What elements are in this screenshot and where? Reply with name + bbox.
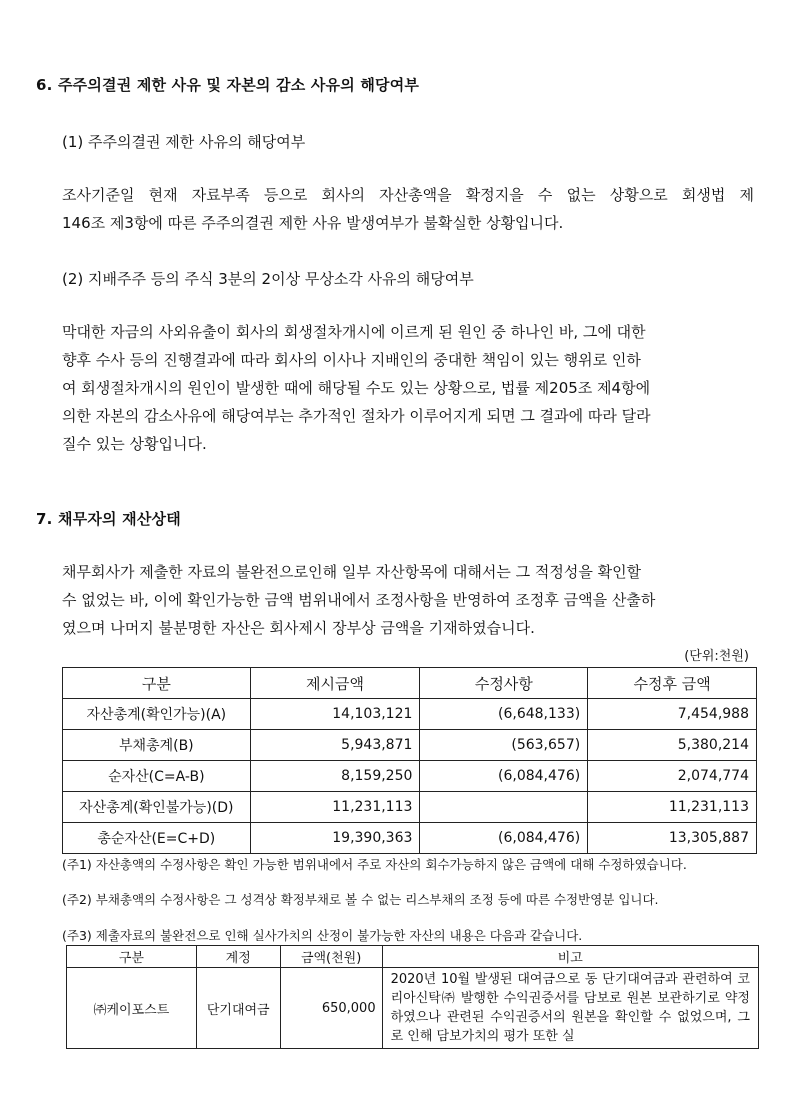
adjusted-amount: 7,454,988 bbox=[588, 699, 757, 730]
asset-summary-table bbox=[62, 667, 757, 854]
section-7-para bbox=[62, 558, 754, 642]
para-line: 여 회생절차개시의 원인이 발생한 때에 해당될 수도 있는 상황으로, 법률 제205조 제4항에 bbox=[62, 379, 651, 397]
presented-amount: 14,103,121 bbox=[250, 699, 420, 730]
section-7-heading: 7. 채무자의 재산상태 bbox=[36, 510, 181, 528]
header-remarks: 비고 bbox=[382, 946, 758, 968]
row-label: 총순자산(E=C+D) bbox=[63, 823, 251, 854]
header-adjusted: 수정후 금액 bbox=[588, 668, 757, 699]
row-label: 자산총계(확인불가능)(D) bbox=[63, 792, 251, 823]
amount-value: 650,000 bbox=[280, 968, 382, 1049]
section-6-sub1: (1) 주주의결권 제한 사유의 해당여부 bbox=[62, 133, 306, 151]
header-account: 계정 bbox=[196, 946, 280, 968]
row-label: 순자산(C=A-B) bbox=[63, 761, 251, 792]
para-line: 향후 수사 등의 진행결과에 따라 회사의 이사나 지배인의 중대한 책임이 있는 행위로 인하 bbox=[62, 351, 641, 369]
section-6-para2 bbox=[62, 318, 754, 458]
table-row bbox=[63, 761, 757, 792]
para-line: 조사기준일 현재 자료부족 등으로 회사의 자산총액을 확정지을 수 없는 상황으로 회생법 제 bbox=[62, 186, 754, 204]
table-row bbox=[63, 699, 757, 730]
note-3: (주3) 제출자료의 불완전으로 인해 실사가치의 산정이 불가능한 자산의 내용은 다음과 같습니다. bbox=[62, 928, 583, 943]
presented-amount: 8,159,250 bbox=[250, 761, 420, 792]
table-row bbox=[67, 968, 759, 1049]
adjusted-amount: 5,380,214 bbox=[588, 730, 757, 761]
section-6-sub2: (2) 지배주주 등의 주식 3분의 2이상 무상소각 사유의 해당여부 bbox=[62, 270, 474, 288]
unit-label: (단위:천원) bbox=[684, 649, 749, 664]
para-line: 막대한 자금의 사외유출이 회사의 회생절차개시에 이르게 된 원인 중 하나인 바, 그에 대한 bbox=[62, 323, 646, 341]
account-name: 단기대여금 bbox=[196, 968, 280, 1049]
para-line: 수 없었는 바, 이에 확인가능한 금액 범위내에서 조정사항을 반영하여 조정후 금액을 산출하 bbox=[62, 591, 656, 609]
para-line: 채무회사가 제출한 자료의 불완전으로인해 일부 자산항목에 대해서는 그 적정성을 확인할 bbox=[62, 563, 642, 581]
table-row bbox=[63, 730, 757, 761]
para-line: 146조 제3항에 따른 주주의결권 제한 사유 발생여부가 불확실한 상황입니다. bbox=[62, 214, 564, 232]
presented-amount: 5,943,871 bbox=[250, 730, 420, 761]
header-amount: 금액(천원) bbox=[280, 946, 382, 968]
adjustment-amount: (563,657) bbox=[420, 730, 588, 761]
table-header-row bbox=[67, 946, 759, 968]
header-category: 구분 bbox=[63, 668, 251, 699]
adjusted-amount: 2,074,774 bbox=[588, 761, 757, 792]
section-6-heading: 6. 주주의결권 제한 사유 및 자본의 감소 사유의 해당여부 bbox=[36, 76, 420, 94]
adjustment-amount: (6,084,476) bbox=[420, 761, 588, 792]
presented-amount: 19,390,363 bbox=[250, 823, 420, 854]
table-row bbox=[63, 792, 757, 823]
presented-amount: 11,231,113 bbox=[250, 792, 420, 823]
para-line: 질수 있는 상황입니다. bbox=[62, 435, 207, 453]
row-label: 부채총계(B) bbox=[63, 730, 251, 761]
header-presented: 제시금액 bbox=[250, 668, 420, 699]
note-2: (주2) 부채총액의 수정사항은 그 성격상 확정부채로 볼 수 없는 리스부채의 조정 등에 따른 수정반영분 입니다. bbox=[62, 892, 659, 907]
note-1: (주1) 자산총액의 수정사항은 확인 가능한 범위내에서 주로 자산의 회수가능하지 않은 금액에 대해 수정하였습니다. bbox=[62, 857, 687, 872]
unverifiable-assets-table bbox=[66, 945, 759, 1049]
para-line: 의한 자본의 감소사유에 해당여부는 추가적인 절차가 이루어지게 되면 그 결과에 따라 달라 bbox=[62, 407, 651, 425]
adjusted-amount: 13,305,887 bbox=[588, 823, 757, 854]
section-6-para1 bbox=[62, 181, 754, 237]
header-category: 구분 bbox=[67, 946, 197, 968]
adjusted-amount: 11,231,113 bbox=[588, 792, 757, 823]
row-label: 자산총계(확인가능)(A) bbox=[63, 699, 251, 730]
company-name: ㈜케이포스트 bbox=[67, 968, 197, 1049]
adjustment-amount bbox=[420, 792, 588, 823]
table-row bbox=[63, 823, 757, 854]
header-adjustment: 수정사항 bbox=[420, 668, 588, 699]
remarks-text: 2020년 10월 발생된 대여금으로 동 단기대여금과 관련하여 코리아신탁㈜ 발행한 수익권증서를 담보로 원본 보관하기로 약정하였으나 관련된 수익권증서의 원본을 확인할 수 없었으며, 그로 인해 담보가치의 평가 또한 실 bbox=[382, 968, 758, 1049]
table-header-row bbox=[63, 668, 757, 699]
adjustment-amount: (6,648,133) bbox=[420, 699, 588, 730]
adjustment-amount: (6,084,476) bbox=[420, 823, 588, 854]
para-line: 였으며 나머지 불분명한 자산은 회사제시 장부상 금액을 기재하였습니다. bbox=[62, 619, 535, 637]
